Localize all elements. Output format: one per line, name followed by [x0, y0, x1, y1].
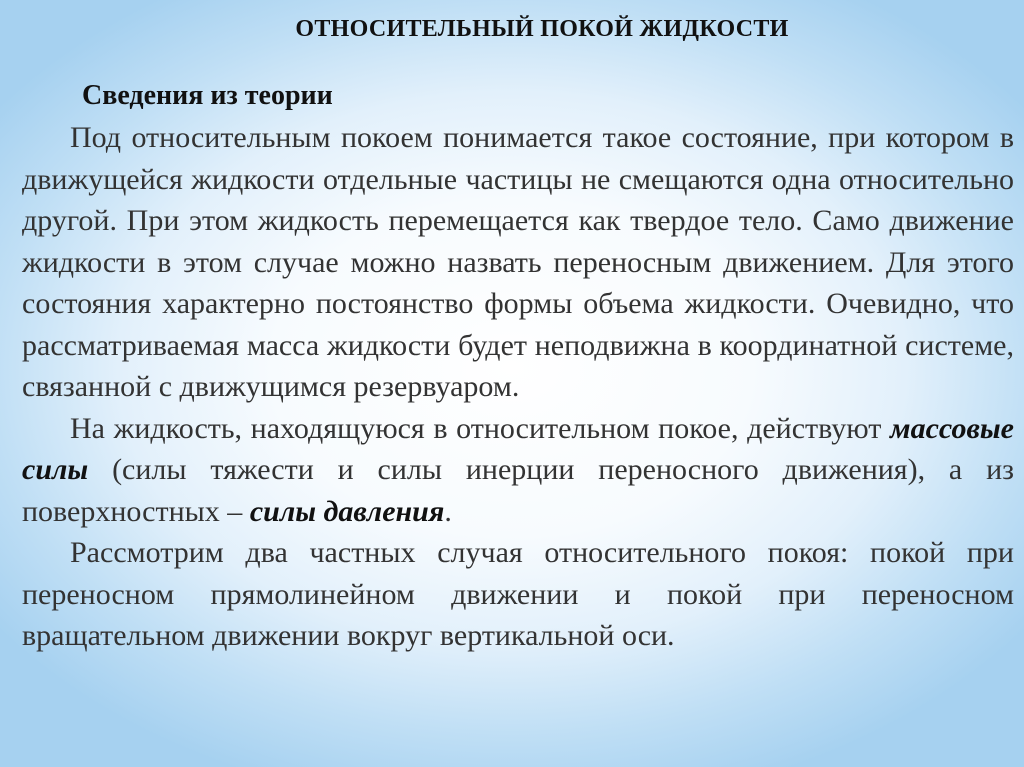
pressure-forces-term: силы давления	[249, 494, 445, 528]
body-text	[22, 117, 1014, 657]
section-heading: Сведения из теории	[82, 80, 333, 111]
forces-text-1: На жидкость, находящуюся в относительном покое, действуют	[70, 411, 891, 445]
paragraph-definition: Под относительным покоем понимается такое состояние, при котором в движущейся жидкости отдельные частицы не смещаются одна относительно другой. При этом жидкость перемещается как твердое тело. Само движение жидкости в этом случае можно назвать переносным движением. Для этого состояния характерно постоянство формы объема жидкости. Очевидно, что рассматриваемая масса жидкости будет неподвижна в координатной системе, связанной с движущимся резервуаром.	[22, 121, 1014, 403]
paragraph-cases: Рассмотрим два частных случая относительного покоя: покой при переносном прямолинейном движении и покой при переносном вращательном движении вокруг вертикальной оси.	[22, 536, 1014, 652]
forces-text-3: .	[444, 494, 452, 528]
paragraph-forces	[22, 408, 1014, 533]
slide-title: ОТНОСИТЕЛЬНЫЙ ПОКОЙ ЖИДКОСТИ	[295, 16, 789, 42]
forces-text-2: (силы тяжести и силы инерции переносного движения), а из поверхностных –	[22, 453, 1014, 528]
mass-forces-term: массовые силы	[22, 411, 1014, 486]
